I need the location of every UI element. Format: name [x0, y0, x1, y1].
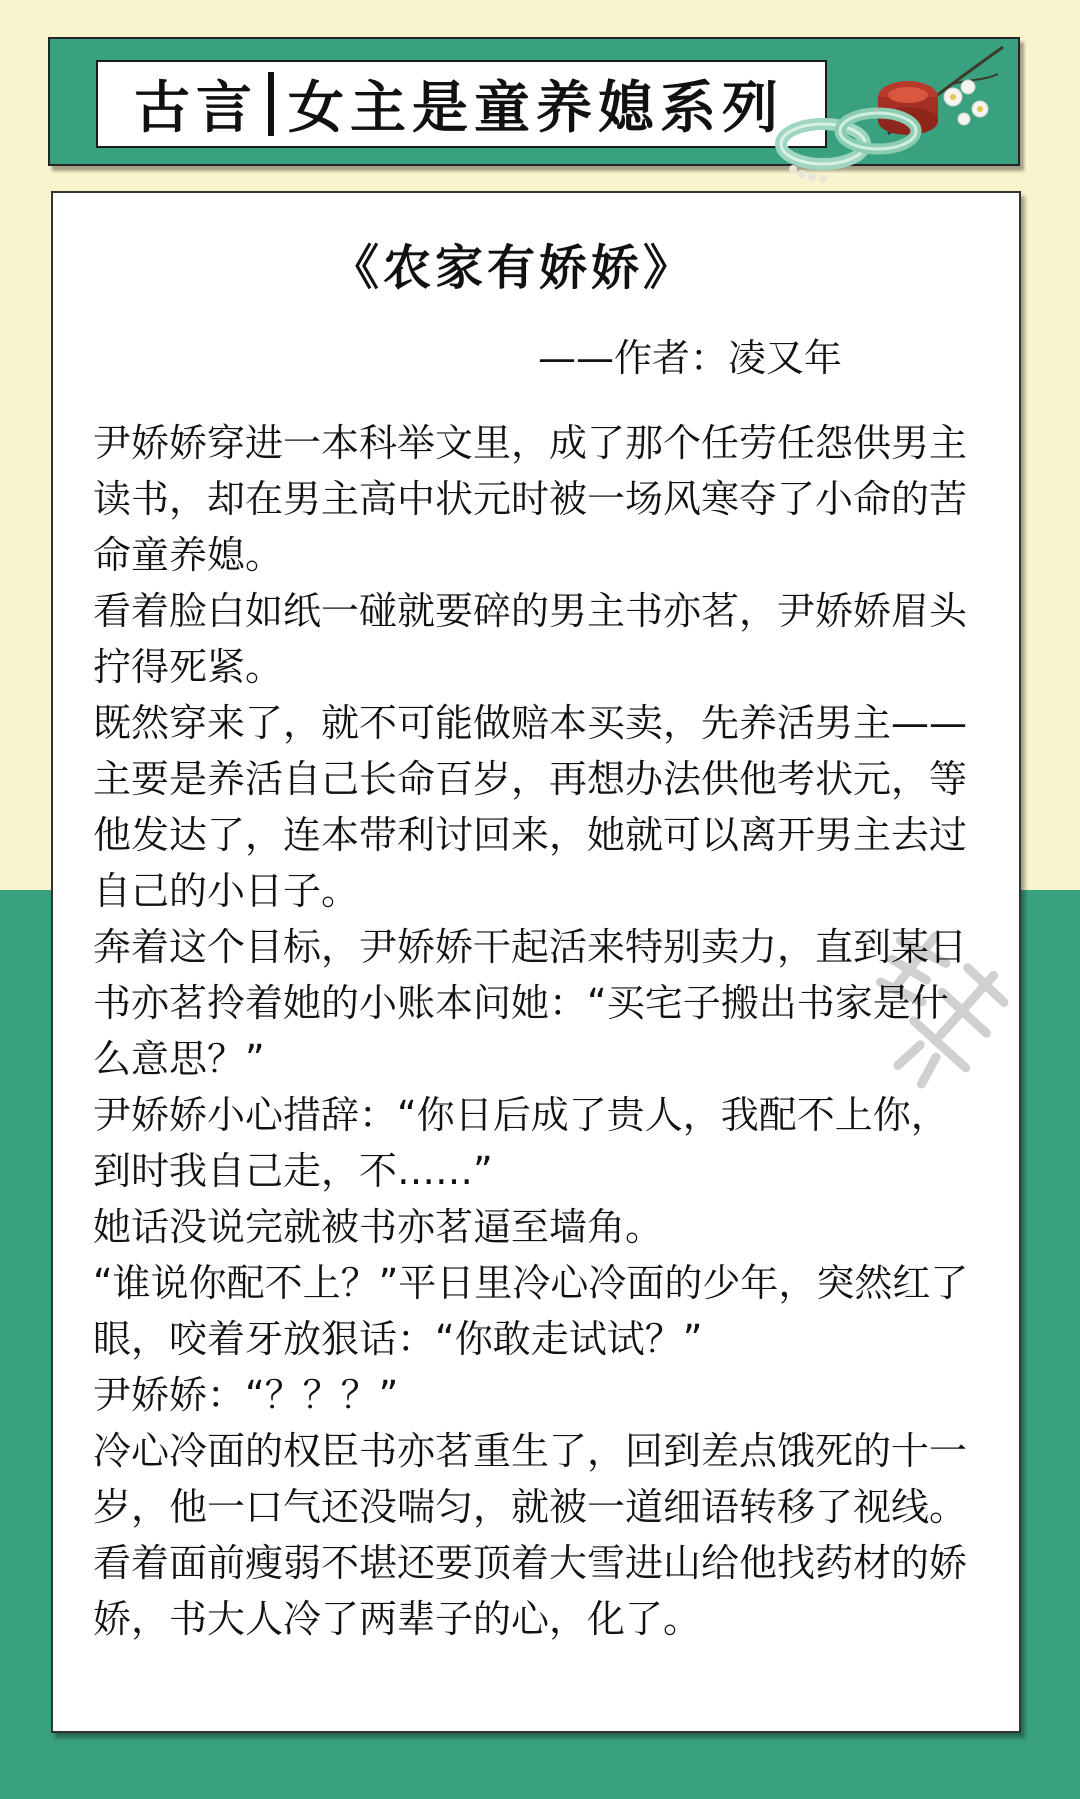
synopsis-paragraph: 看着面前瘦弱不堪还要顶着大雪进山给他找药材的娇娇，书大人冷了两辈子的心，化了。 [93, 1541, 968, 1641]
series-title-box [96, 60, 827, 148]
synopsis-paragraph: “谁说你配不上？”平日里冷心冷面的少年，突然红了眼，咬着牙放狠话：“你敢走试试？” [93, 1261, 969, 1361]
series-name: 女主是童养媳系列 [288, 75, 784, 141]
jade-bracelet-and-flowers-icon [768, 39, 1018, 189]
synopsis-paragraph: 奔着这个目标，尹娇娇干起活来特别卖力，直到某日书亦茗拎着她的小账本问她：“买宅子搬出书家是什么意思？” [93, 925, 968, 1081]
synopsis-paragraph: 冷心冷面的权臣书亦茗重生了，回到差点饿死的十一岁，他一口气还没喘匀，就被一道细语转移了视线。 [93, 1429, 968, 1529]
series-tag: 古言 [134, 75, 258, 141]
book-title: 《农家有娇娇》 [330, 240, 695, 296]
synopsis-paragraph: 尹娇娇穿进一本科举文里，成了那个任劳任怨供男主读书，却在男主高中状元时被一场风寒夺了小命的苦命童养媳。 [93, 421, 968, 577]
synopsis-paragraph: 尹娇娇：“？？？” [93, 1373, 399, 1417]
synopsis-paragraph: 既然穿来了，就不可能做赔本买卖，先养活男主——主要是养活自己长命百岁，再想办法供他考状元，等他发达了，连本带利讨回来，她就可以离开男主去过自己的小日子。 [93, 701, 968, 913]
synopsis-paragraph: 尹娇娇小心措辞：“你日后成了贵人，我配不上你，到时我自己走，不……” [93, 1093, 949, 1193]
title-divider [268, 72, 274, 136]
author-line: ——作者：凌又年 [538, 336, 843, 380]
synopsis-paragraph: 看着脸白如纸一碰就要碎的男主书亦茗，尹娇娇眉头拧得死紧。 [93, 589, 968, 689]
synopsis-paragraph: 她话没说完就被书亦茗逼至墙角。 [93, 1205, 664, 1249]
series-header [48, 37, 1020, 166]
